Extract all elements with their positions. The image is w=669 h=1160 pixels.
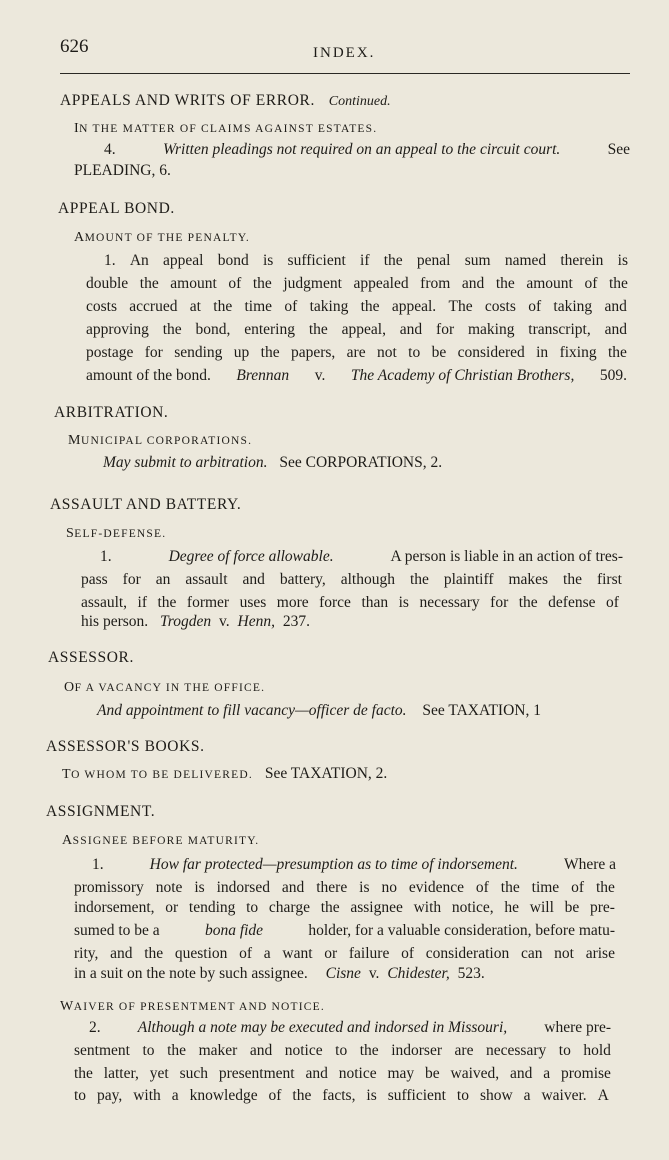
word: and (110, 945, 133, 962)
word: an (155, 571, 171, 588)
word: more (276, 594, 309, 611)
word: for (144, 344, 163, 361)
word: a (523, 1087, 531, 1104)
heading-assessors-books: ASSESSOR'S BOOKS. (46, 738, 205, 755)
word: time (244, 298, 273, 315)
word: fixing (559, 344, 597, 361)
word: promise (561, 1065, 611, 1082)
word: sending (174, 344, 223, 361)
word: and (281, 879, 305, 896)
word: sentment (74, 1042, 130, 1059)
entry-line (74, 921, 615, 941)
word: or (165, 899, 179, 916)
word: the (608, 275, 628, 292)
word: of (268, 1087, 282, 1104)
word: 1. (104, 252, 116, 269)
word: waived, (450, 1065, 500, 1082)
word: amount (526, 275, 573, 292)
entry-line (81, 593, 619, 613)
word: of (605, 594, 619, 611)
word: The (448, 298, 473, 315)
word: double (86, 275, 129, 292)
page-number: 626 (60, 36, 89, 57)
word: from (420, 275, 451, 292)
word: the (162, 321, 182, 338)
word: A person is liable in an action of tres- (390, 548, 623, 565)
case-name: Chidester, (387, 965, 450, 982)
word: v. (314, 367, 326, 384)
word: 1. (100, 548, 112, 565)
word: a (543, 1065, 551, 1082)
entry-line: in a suit on the note by such assignee. Cisne v. Chidester, 523. (74, 965, 485, 982)
word: indorsement, (74, 899, 155, 916)
word: be (425, 1065, 440, 1082)
word: penal (416, 252, 451, 269)
subheading-self-defense: SELF-DEFENSE. (66, 526, 167, 541)
word: taking (309, 298, 349, 315)
entry-line (86, 366, 627, 386)
word: show (479, 1087, 513, 1104)
word: charge (268, 899, 310, 916)
word: is (359, 879, 370, 896)
word: the (252, 275, 272, 292)
word: considered (457, 344, 525, 361)
word: See (607, 141, 630, 158)
word: not (554, 945, 574, 962)
word: accrued (129, 298, 178, 315)
word: notice (338, 1065, 377, 1082)
word: the (213, 298, 233, 315)
subheading-waiver-of-presentment: WAIVER OF PRESENTMENT AND NOTICE. (60, 999, 325, 1014)
word: 509. (599, 367, 627, 384)
heading-arbitration: ARBITRATION. (54, 404, 169, 421)
word: pass (81, 571, 108, 588)
subheading-claims-against-estates: IN THE MATTER OF CLAIMS AGAINST ESTATES. (74, 121, 378, 136)
word: the (308, 321, 328, 338)
word: judgment (283, 275, 342, 292)
word: force (319, 594, 351, 611)
word: necessary (419, 594, 480, 611)
word: 4. (104, 141, 116, 158)
entry-line (86, 320, 627, 340)
entry-line (74, 878, 615, 898)
word: hold (583, 1042, 611, 1059)
word: latter, (103, 1065, 139, 1082)
word: of (239, 945, 253, 962)
word: sufficient (287, 252, 346, 269)
case-name: The Academy of Christian Brothers, (350, 367, 575, 384)
word: is (262, 252, 274, 269)
word: costs (86, 298, 117, 315)
word: than (361, 594, 389, 611)
subheading-vacancy-in-office: OF A VACANCY IN THE OFFICE. (64, 680, 266, 695)
word: of (475, 879, 489, 896)
word: holder, for a valuable consideration, before matu- (308, 922, 615, 939)
word: and (461, 275, 485, 292)
word: notice, (451, 899, 494, 916)
word: can (520, 945, 543, 962)
word: may (387, 1065, 415, 1082)
word: and (249, 1042, 273, 1059)
word: approving (86, 321, 149, 338)
word: Although a note may be executed and indorsed in Missouri, (137, 1019, 508, 1036)
word: sumed to be a (74, 922, 160, 939)
word: the (518, 594, 538, 611)
entry-line: his person. Trogden v. Henn, 237. (81, 613, 310, 630)
running-header: INDEX. (313, 45, 376, 61)
word: appeal (163, 252, 204, 269)
heading-appeals-writs-of-error: APPEALS AND WRITS OF ERROR. Continued. (60, 92, 391, 109)
word: question (174, 945, 228, 962)
word: no (381, 879, 397, 896)
word: appealed (353, 275, 409, 292)
case-name: Henn, (237, 613, 275, 630)
word: to (246, 899, 259, 916)
word: the (167, 1042, 187, 1059)
word: 1. (92, 856, 104, 873)
word: to (142, 1042, 155, 1059)
word: the (144, 945, 164, 962)
word: the (383, 252, 403, 269)
word: time (531, 879, 560, 896)
word: of (228, 275, 242, 292)
word: of (584, 275, 598, 292)
word: he (504, 899, 520, 916)
entry-line (86, 274, 628, 294)
word: amount of the bond. (86, 367, 211, 384)
word: and (399, 321, 423, 338)
word: although (340, 571, 395, 588)
word: for (122, 571, 141, 588)
word: evidence (408, 879, 464, 896)
word: up (233, 344, 250, 361)
word: the (260, 344, 280, 361)
heading-assignment: ASSIGNMENT. (46, 803, 156, 820)
word: Where a (563, 856, 616, 873)
case-name: Brennan (236, 367, 290, 384)
word: papers, (290, 344, 336, 361)
word: the (292, 1087, 312, 1104)
word: defense (548, 594, 596, 611)
subheading-amount-of-penalty: AMOUNT OF THE PENALTY. (74, 230, 250, 245)
word: of (528, 298, 542, 315)
word: the (596, 879, 615, 896)
word: amount (170, 275, 217, 292)
word: and (604, 321, 627, 338)
word: rity, (74, 945, 99, 962)
word: named (504, 252, 547, 269)
word: making (467, 321, 515, 338)
word: costs (484, 298, 516, 315)
word: and (305, 1065, 328, 1082)
word: pay, (97, 1087, 123, 1104)
word: to (74, 1087, 87, 1104)
word: if (360, 252, 370, 269)
entry-line (100, 547, 623, 567)
word: and (242, 571, 265, 588)
word: where pre- (544, 1019, 611, 1036)
word: knowledge (189, 1087, 258, 1104)
word: waiver. (541, 1087, 587, 1104)
word: makes (508, 571, 549, 588)
entry-line (104, 140, 630, 160)
word: taking (553, 298, 593, 315)
word: note (155, 879, 183, 896)
word: is (366, 1087, 377, 1104)
word: a (171, 1087, 179, 1104)
header-rule (60, 73, 630, 74)
word: the (607, 344, 627, 361)
word: maker (198, 1042, 238, 1059)
word: entering (244, 321, 295, 338)
word: Written pleadings not required on an appeal to the circuit court. (162, 141, 561, 158)
word: the (320, 899, 340, 916)
word: transcript, (528, 321, 591, 338)
word: be (564, 899, 580, 916)
cross-reference: PLEADING, 6. (74, 162, 171, 179)
word: and (510, 1065, 533, 1082)
word: first (596, 571, 622, 588)
word: consideration (425, 945, 510, 962)
entry-line (89, 1018, 611, 1038)
word: or (324, 945, 338, 962)
word: be (431, 344, 447, 361)
word: in (536, 344, 549, 361)
word: is (194, 879, 205, 896)
word: for (436, 321, 455, 338)
word: appeal. (391, 298, 437, 315)
entry-line: May submit to arbitration. See CORPORATIONS, 2. (103, 454, 443, 471)
word: are (346, 344, 366, 361)
word: of (284, 298, 298, 315)
word: the (360, 298, 380, 315)
word: the (74, 1065, 93, 1082)
word: to (335, 1042, 348, 1059)
word: bona fide (204, 922, 264, 939)
case-name: Cisne (325, 965, 361, 982)
entry-line (81, 570, 622, 590)
word: appeal, (341, 321, 386, 338)
word: not (376, 344, 397, 361)
word: tending (188, 899, 236, 916)
entry-line (92, 855, 616, 875)
entry-line (86, 343, 627, 363)
word: bond (217, 252, 249, 269)
word: and (604, 298, 627, 315)
word: presentment (218, 1065, 295, 1082)
word: the (495, 275, 515, 292)
word: How far protected—presumption as to time of indorsement. (149, 856, 518, 873)
heading-appeal-bond: APPEAL BOND. (58, 200, 175, 217)
word: if (137, 594, 148, 611)
word: arise (585, 945, 615, 962)
word: notice (284, 1042, 323, 1059)
word: will (529, 899, 554, 916)
word: bond, (195, 321, 231, 338)
word: necessary (486, 1042, 547, 1059)
entry-line (74, 898, 615, 918)
word: battery, (279, 571, 326, 588)
subheading-assignee-before-maturity: ASSIGNEE BEFORE MATURITY. (62, 833, 260, 848)
word: sufficient (387, 1087, 446, 1104)
word: postage (86, 344, 134, 361)
word: pre- (590, 899, 615, 916)
entry-line (74, 1086, 609, 1106)
word: the (139, 275, 159, 292)
word: plaintiff (443, 571, 494, 588)
heading-assessor: ASSESSOR. (48, 649, 134, 666)
word: indorser (391, 1042, 443, 1059)
word: are (454, 1042, 474, 1059)
word: of (571, 879, 585, 896)
word: yet (149, 1065, 169, 1082)
word: is (617, 252, 628, 269)
heading-assault-and-battery: ASSAULT AND BATTERY. (50, 496, 242, 513)
word: assault, (81, 594, 128, 611)
subheading-to-whom-delivered: TO WHOM TO BE DELIVERED. See TAXATION, 2. (62, 765, 388, 782)
word: assignee (350, 899, 403, 916)
word: with (413, 899, 442, 916)
word: the (157, 594, 177, 611)
word: to (558, 1042, 571, 1059)
word: uses (239, 594, 267, 611)
word: there (316, 879, 348, 896)
entry-line (86, 297, 627, 317)
word: the (500, 879, 520, 896)
word: sum (464, 252, 491, 269)
entry-line (74, 1064, 611, 1084)
word: promissory (74, 879, 144, 896)
word: such (179, 1065, 208, 1082)
word: Degree of force allowable. (168, 548, 334, 565)
entry-line (74, 1041, 611, 1061)
entry-line: And appointment to fill vacancy—officer de facto. See TAXATION, 1 (97, 702, 541, 719)
entry-line (104, 251, 628, 271)
word: to (456, 1087, 469, 1104)
word: 2. (89, 1019, 101, 1036)
word: failure (348, 945, 390, 962)
word: is (398, 594, 409, 611)
word: for (490, 594, 509, 611)
word: An (129, 252, 149, 269)
subheading-municipal-corporations: MUNICIPAL CORPORATIONS. (68, 433, 253, 448)
word: the (409, 571, 429, 588)
word: a (263, 945, 271, 962)
entry-line (74, 944, 615, 964)
word: want (282, 945, 313, 962)
word: the (563, 571, 582, 588)
word: the (359, 1042, 379, 1059)
word: former (186, 594, 230, 611)
word: at (189, 298, 201, 315)
word: assault (185, 571, 228, 588)
word: to (408, 344, 421, 361)
word: of (401, 945, 414, 962)
word: facts, (322, 1087, 356, 1104)
word: therein (560, 252, 604, 269)
case-name: Trogden (160, 613, 212, 630)
word: indorsed (216, 879, 270, 896)
word: A (597, 1087, 609, 1104)
word: with (133, 1087, 161, 1104)
